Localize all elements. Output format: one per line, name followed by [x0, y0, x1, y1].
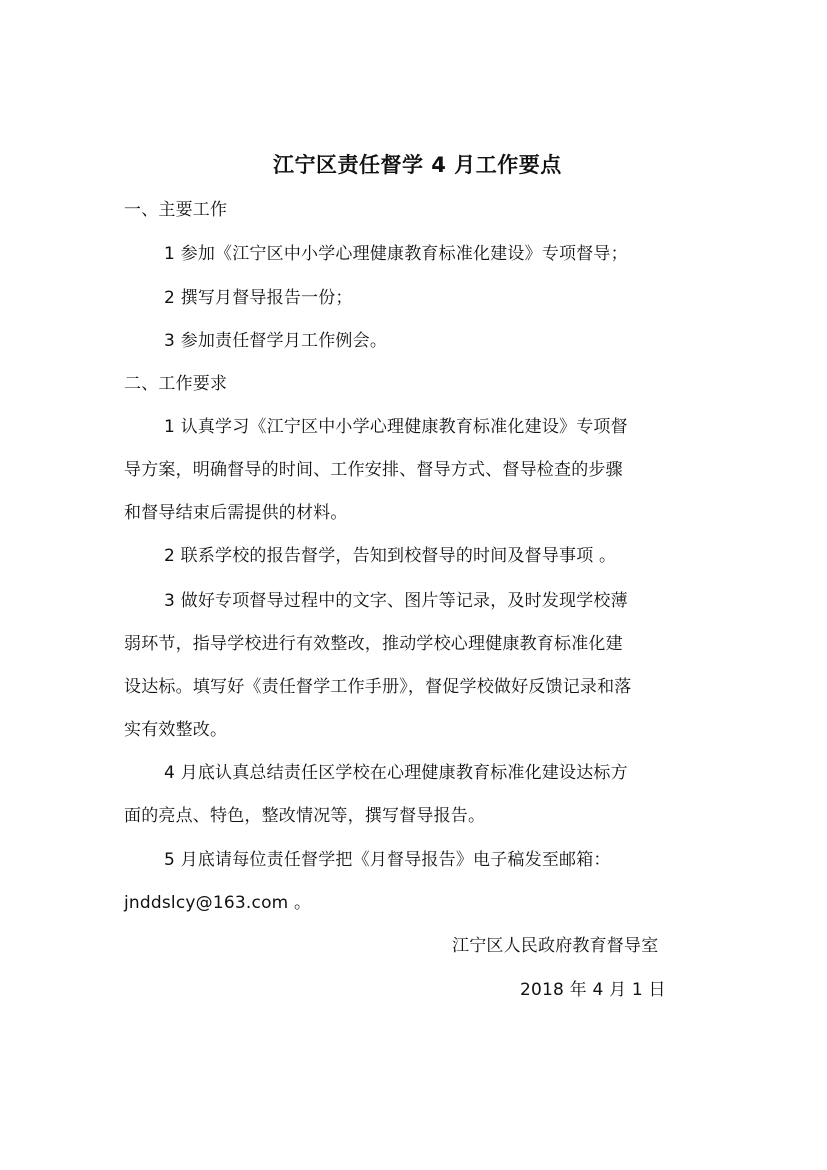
section-heading-requirements: 二、工作要求: [124, 374, 228, 394]
section-heading-main-work: 一、主要工作: [124, 200, 228, 220]
requirement-line: 和督导结束后需提供的材料。: [124, 503, 348, 523]
requirement-line: 导方案，明确督导的时间、工作安排、督导方式、督导检查的步骤: [124, 460, 623, 480]
signature-org: 江宁区人民政府教育督导室: [452, 936, 659, 956]
signature-date: 2018 年 4 月 1 日: [520, 980, 666, 1000]
requirement-line: 3 做好专项督导过程中的文字、图片等记录，及时发现学校薄: [164, 591, 628, 611]
requirement-line: 实有效整改。: [124, 720, 228, 740]
requirement-line: 面的亮点、特色，整改情况等，撰写督导报告。: [124, 806, 486, 826]
requirement-line: 弱环节，指导学校进行有效整改，推动学校心理健康教育标准化建: [124, 634, 623, 654]
requirement-line: 1 认真学习《江宁区中小学心理健康教育标准化建设》专项督: [164, 417, 628, 437]
requirement-line: 5 月底请每位责任督学把《月督导报告》电子稿发至邮箱：: [164, 850, 611, 870]
document-title: 江宁区责任督学 4 月工作要点: [273, 153, 562, 177]
requirement-line: 设达标。填写好《责任督学工作手册》，督促学校做好反馈记录和落: [124, 677, 632, 697]
main-work-item: 1 参加《江宁区中小学心理健康教育标准化建设》专项督导；: [164, 244, 628, 264]
requirement-line: 4 月底认真总结责任区学校在心理健康教育标准化建设达标方: [164, 763, 628, 783]
main-work-item: 2 撰写月督导报告一份；: [164, 288, 353, 308]
requirement-line: 2 联系学校的报告督学，告知到校督导的时间及督导事项 。: [164, 546, 617, 566]
email-line: jnddslcy@163.com 。: [124, 893, 312, 913]
main-work-item: 3 参加责任督学月工作例会。: [164, 331, 388, 351]
